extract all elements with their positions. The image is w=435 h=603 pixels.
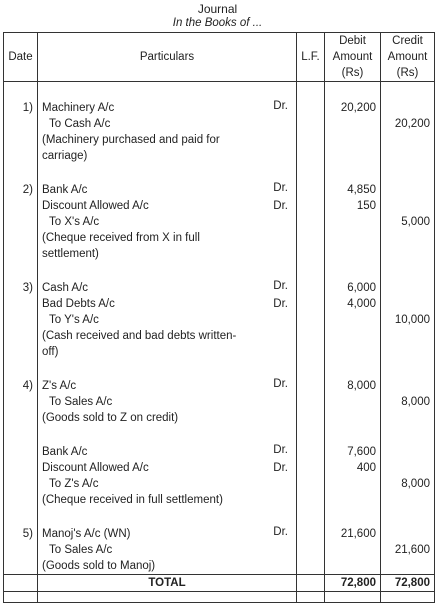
spacer-cell xyxy=(297,360,325,376)
tail-cell xyxy=(297,592,325,603)
table-row xyxy=(4,492,435,508)
debit-amount xyxy=(325,148,381,164)
account-line: Z's A/c xyxy=(42,380,77,392)
debit-amount xyxy=(325,312,381,328)
lf-cell xyxy=(297,98,325,116)
entry-number xyxy=(4,148,38,164)
credit-amount: 10,000 xyxy=(381,312,435,328)
lf-cell xyxy=(297,180,325,198)
spacer-cell xyxy=(4,82,38,99)
total-date-cell xyxy=(4,575,38,592)
debit-amount: 20,200 xyxy=(325,98,381,116)
lf-cell xyxy=(297,542,325,558)
total-credit: 72,800 xyxy=(381,575,435,592)
lf-cell xyxy=(297,246,325,262)
spacer-cell xyxy=(381,262,435,278)
account-line: To Sales A/c xyxy=(49,396,113,408)
credit-amount xyxy=(381,180,435,198)
credit-amount xyxy=(381,460,435,476)
credit-amount: 20,200 xyxy=(381,116,435,132)
lf-cell xyxy=(297,394,325,410)
entry-number xyxy=(4,442,38,460)
dr-marker: Dr. xyxy=(273,444,288,456)
spacer-cell xyxy=(38,360,297,376)
account-line: Bank A/c xyxy=(42,184,88,196)
spacer-cell xyxy=(297,82,325,99)
table-row xyxy=(4,148,435,164)
journal-body xyxy=(4,82,435,575)
credit-amount xyxy=(381,376,435,394)
debit-amount xyxy=(325,214,381,230)
table-row xyxy=(4,542,435,558)
lf-cell xyxy=(297,296,325,312)
date-header: Date xyxy=(4,33,38,82)
table-row xyxy=(4,376,435,394)
spacer-cell xyxy=(325,82,381,99)
table-row xyxy=(4,476,435,492)
entry-number: 3) xyxy=(4,278,38,296)
journal-title: Journal xyxy=(197,2,238,16)
particulars-cell xyxy=(38,116,297,132)
spacer-cell xyxy=(325,360,381,376)
tail-row xyxy=(4,592,435,603)
spacer-cell xyxy=(381,426,435,442)
table-row xyxy=(4,344,435,360)
table-row xyxy=(4,394,435,410)
entry-number xyxy=(4,198,38,214)
particulars-cell xyxy=(38,328,297,344)
particulars-cell xyxy=(38,180,297,198)
particulars-cell xyxy=(38,246,297,262)
credit-amount xyxy=(381,296,435,312)
table-row xyxy=(4,524,435,542)
debit-header-line: Amount xyxy=(332,51,373,63)
particulars-cell xyxy=(38,198,297,214)
entry-number xyxy=(4,328,38,344)
credit-amount: 8,000 xyxy=(381,394,435,410)
table-row xyxy=(4,278,435,296)
credit-header-line: Amount xyxy=(387,51,428,63)
entry-number xyxy=(4,312,38,328)
debit-amount: 7,600 xyxy=(325,442,381,460)
entry-number xyxy=(4,246,38,262)
account-line: To Sales A/c xyxy=(49,544,113,556)
entry-number: 4) xyxy=(4,376,38,394)
spacer-cell xyxy=(4,426,38,442)
credit-amount xyxy=(381,344,435,360)
spacer-cell xyxy=(4,164,38,180)
spacer-cell xyxy=(38,426,297,442)
table-row xyxy=(4,132,435,148)
journal-table xyxy=(3,32,435,603)
lf-cell xyxy=(297,148,325,164)
particulars-header: Particulars xyxy=(38,33,297,82)
account-line: (Cheque received from X in full xyxy=(42,232,200,244)
table-row xyxy=(4,442,435,460)
dr-marker: Dr. xyxy=(273,526,288,538)
debit-amount xyxy=(325,344,381,360)
entry-number xyxy=(4,132,38,148)
account-line: (Goods sold to Manoj) xyxy=(42,560,156,572)
particulars-cell xyxy=(38,312,297,328)
account-line: carriage) xyxy=(42,150,88,162)
debit-amount xyxy=(325,116,381,132)
debit-amount xyxy=(325,132,381,148)
lf-cell xyxy=(297,198,325,214)
lf-cell xyxy=(297,410,325,426)
entry-number: 2) xyxy=(4,180,38,198)
lf-cell xyxy=(297,278,325,296)
spacer-cell xyxy=(325,426,381,442)
credit-header-line: Credit xyxy=(392,35,423,47)
account-line: Machinery A/c xyxy=(42,102,115,114)
table-row xyxy=(4,312,435,328)
debit-amount xyxy=(325,492,381,508)
debit-amount: 8,000 xyxy=(325,376,381,394)
spacer-cell xyxy=(38,508,297,524)
dr-marker: Dr. xyxy=(273,182,288,194)
spacer-row xyxy=(4,360,435,376)
credit-amount xyxy=(381,278,435,296)
total-debit: 72,800 xyxy=(325,575,381,592)
account-line: To X's A/c xyxy=(49,216,100,228)
account-line: settlement) xyxy=(42,248,99,260)
entry-number xyxy=(4,230,38,246)
spacer-row xyxy=(4,426,435,442)
credit-amount xyxy=(381,230,435,246)
entry-number: 5) xyxy=(4,524,38,542)
debit-amount xyxy=(325,394,381,410)
particulars-cell xyxy=(38,394,297,410)
total-row xyxy=(4,575,435,592)
particulars-cell xyxy=(38,442,297,460)
credit-amount xyxy=(381,410,435,426)
credit-amount xyxy=(381,442,435,460)
spacer-row xyxy=(4,164,435,180)
account-line: Bank A/c xyxy=(42,446,88,458)
lf-cell xyxy=(297,442,325,460)
dr-marker: Dr. xyxy=(273,280,288,292)
account-line: Cash A/c xyxy=(42,282,89,294)
lf-cell xyxy=(297,116,325,132)
dr-marker: Dr. xyxy=(273,200,288,212)
particulars-cell xyxy=(38,98,297,116)
tail-cell xyxy=(4,592,38,603)
spacer-cell xyxy=(381,82,435,99)
total-lf-cell xyxy=(297,575,325,592)
dr-marker: Dr. xyxy=(273,462,288,474)
debit-amount xyxy=(325,476,381,492)
lf-header: L.F. xyxy=(297,33,325,82)
credit-amount xyxy=(381,524,435,542)
spacer-cell xyxy=(381,360,435,376)
table-row xyxy=(4,198,435,214)
credit-amount: 5,000 xyxy=(381,214,435,230)
debit-header-line: Debit xyxy=(339,35,366,47)
account-line: Discount Allowed A/c xyxy=(42,462,149,474)
journal-header xyxy=(4,33,435,82)
journal-subtitle: In the Books of ... xyxy=(172,17,263,29)
table-row xyxy=(4,410,435,426)
account-line: off) xyxy=(42,346,59,358)
debit-amount: 4,000 xyxy=(325,296,381,312)
lf-cell xyxy=(297,214,325,230)
spacer-cell xyxy=(381,508,435,524)
entry-number xyxy=(4,542,38,558)
dr-marker: Dr. xyxy=(273,378,288,390)
table-row xyxy=(4,328,435,344)
debit-header-line: (Rs) xyxy=(341,67,364,79)
entry-number xyxy=(4,410,38,426)
spacer-cell xyxy=(38,164,297,180)
particulars-cell xyxy=(38,410,297,426)
account-line: (Cash received and bad debts written- xyxy=(42,330,237,342)
particulars-cell xyxy=(38,524,297,542)
account-line: (Machinery purchased and paid for xyxy=(42,134,220,146)
account-line: Manoj's A/c (WN) xyxy=(42,528,131,540)
tail-cell xyxy=(381,592,435,603)
debit-amount xyxy=(325,230,381,246)
credit-header xyxy=(381,33,435,82)
credit-amount xyxy=(381,328,435,344)
spacer-cell xyxy=(325,262,381,278)
table-row xyxy=(4,246,435,262)
credit-amount xyxy=(381,492,435,508)
credit-amount xyxy=(381,198,435,214)
lf-cell xyxy=(297,558,325,575)
credit-amount xyxy=(381,558,435,575)
tail-cell xyxy=(38,592,297,603)
spacer-cell xyxy=(297,164,325,180)
lf-cell xyxy=(297,492,325,508)
particulars-cell xyxy=(38,132,297,148)
debit-amount: 400 xyxy=(325,460,381,476)
debit-amount: 150 xyxy=(325,198,381,214)
entry-number: 1) xyxy=(4,98,38,116)
dr-marker: Dr. xyxy=(273,100,288,112)
lf-cell xyxy=(297,344,325,360)
entry-number xyxy=(4,460,38,476)
account-line: To Y's A/c xyxy=(49,314,99,326)
entry-number xyxy=(4,476,38,492)
debit-amount xyxy=(325,410,381,426)
lf-cell xyxy=(297,312,325,328)
dr-marker: Dr. xyxy=(273,298,288,310)
table-row xyxy=(4,558,435,575)
credit-amount xyxy=(381,246,435,262)
spacer-cell xyxy=(38,82,297,99)
debit-amount: 21,600 xyxy=(325,524,381,542)
lf-cell xyxy=(297,460,325,476)
particulars-cell xyxy=(38,230,297,246)
total-label: TOTAL xyxy=(38,575,297,592)
entry-number xyxy=(4,214,38,230)
entry-number xyxy=(4,492,38,508)
particulars-cell xyxy=(38,344,297,360)
particulars-cell xyxy=(38,542,297,558)
particulars-cell xyxy=(38,148,297,164)
spacer-cell xyxy=(38,262,297,278)
table-row xyxy=(4,98,435,116)
spacer-row xyxy=(4,82,435,99)
entry-number xyxy=(4,394,38,410)
table-row xyxy=(4,180,435,198)
account-line: To Z's A/c xyxy=(49,478,99,490)
particulars-cell xyxy=(38,214,297,230)
table-row xyxy=(4,116,435,132)
table-row xyxy=(4,460,435,476)
credit-amount: 21,600 xyxy=(381,542,435,558)
particulars-cell xyxy=(38,278,297,296)
account-line: Bad Debts A/c xyxy=(42,298,115,310)
debit-amount: 4,850 xyxy=(325,180,381,198)
lf-cell xyxy=(297,230,325,246)
spacer-cell xyxy=(297,262,325,278)
table-row xyxy=(4,214,435,230)
particulars-cell xyxy=(38,460,297,476)
entry-number xyxy=(4,344,38,360)
debit-amount: 6,000 xyxy=(325,278,381,296)
account-line: To Cash A/c xyxy=(49,118,111,130)
credit-amount xyxy=(381,148,435,164)
lf-cell xyxy=(297,328,325,344)
spacer-cell xyxy=(381,164,435,180)
entry-number xyxy=(4,558,38,575)
debit-amount xyxy=(325,542,381,558)
particulars-cell xyxy=(38,558,297,575)
debit-amount xyxy=(325,558,381,575)
credit-amount xyxy=(381,98,435,116)
lf-cell xyxy=(297,376,325,394)
debit-header xyxy=(325,33,381,82)
debit-amount xyxy=(325,246,381,262)
table-row xyxy=(4,296,435,312)
spacer-cell xyxy=(297,508,325,524)
particulars-cell xyxy=(38,376,297,394)
account-line: (Goods sold to Z on credit) xyxy=(42,412,179,424)
entry-number xyxy=(4,296,38,312)
table-row xyxy=(4,230,435,246)
account-line: (Cheque received in full settlement) xyxy=(42,494,223,506)
account-line: Discount Allowed A/c xyxy=(42,200,149,212)
spacer-cell xyxy=(297,426,325,442)
particulars-cell xyxy=(38,476,297,492)
spacer-cell xyxy=(325,508,381,524)
spacer-row xyxy=(4,262,435,278)
lf-cell xyxy=(297,524,325,542)
spacer-cell xyxy=(4,262,38,278)
spacer-cell xyxy=(325,164,381,180)
particulars-cell xyxy=(38,296,297,312)
particulars-cell xyxy=(38,492,297,508)
credit-amount: 8,000 xyxy=(381,476,435,492)
credit-header-line: (Rs) xyxy=(396,67,419,79)
debit-amount xyxy=(325,328,381,344)
lf-cell xyxy=(297,476,325,492)
credit-amount xyxy=(381,132,435,148)
header-row xyxy=(4,33,435,82)
tail-cell xyxy=(325,592,381,603)
journal-footer xyxy=(4,575,435,603)
lf-cell xyxy=(297,132,325,148)
spacer-cell xyxy=(4,360,38,376)
spacer-cell xyxy=(4,508,38,524)
spacer-row xyxy=(4,508,435,524)
entry-number xyxy=(4,116,38,132)
